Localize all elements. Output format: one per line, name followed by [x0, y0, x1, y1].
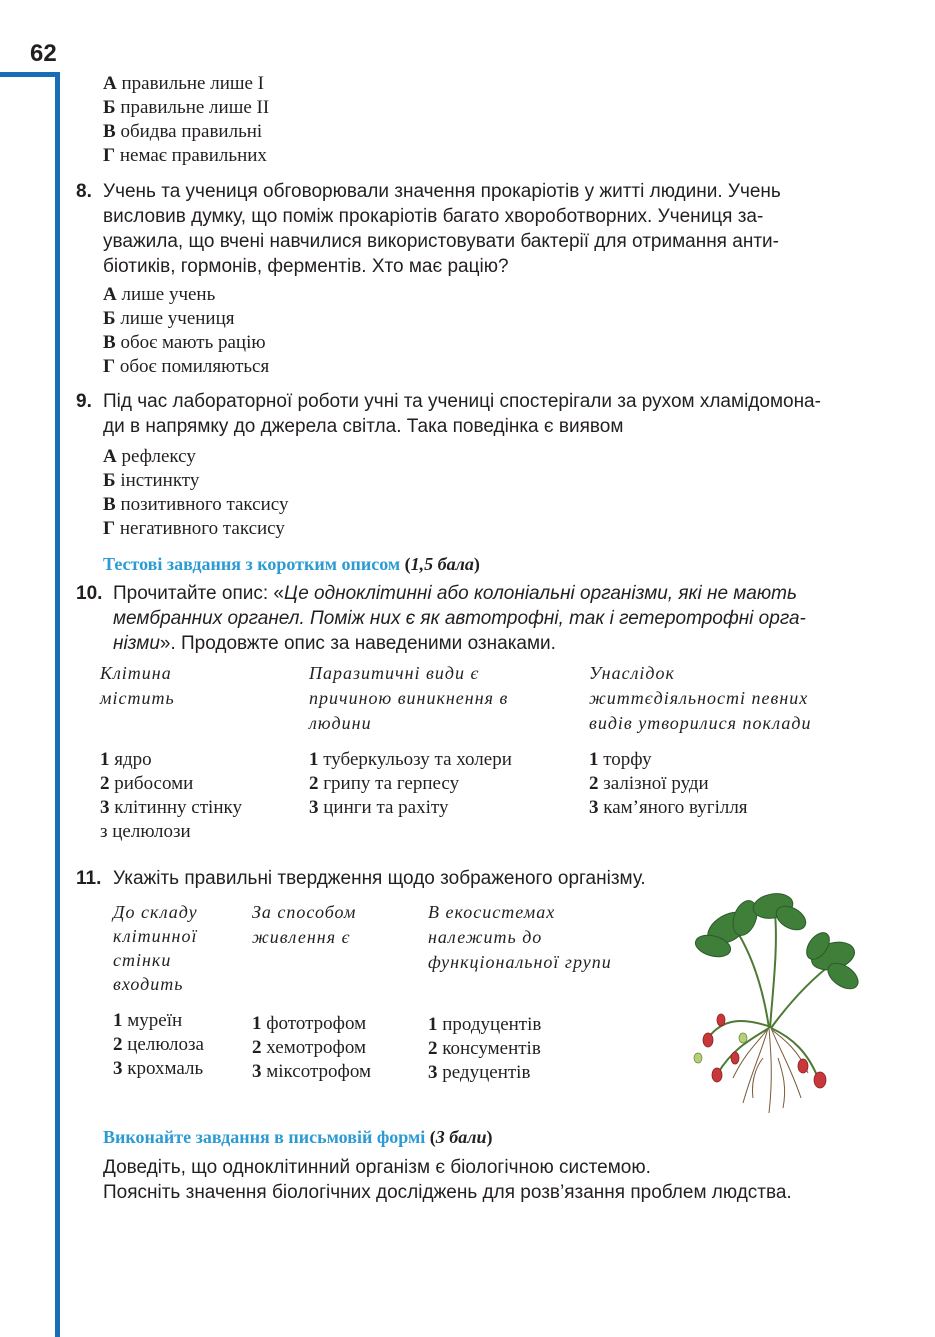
list-item: 3 цинги та рахіту: [309, 797, 449, 818]
q10-line-2: мембранних органел. Поміж них є як автотрофні, так і гетеротрофні орга-: [113, 608, 806, 629]
q7-option-d: Г немає правильних: [103, 145, 267, 166]
q10-col3-header: Унаслідок життєдіяльності певних видів утворилися поклади: [589, 663, 812, 733]
q8-line-3: уважила, що вчені навчилися використовувати бактерії для отримання анти-: [103, 231, 779, 252]
list-item: 2 залізної руди: [589, 773, 709, 794]
page-frame-top: [0, 72, 60, 77]
written-task-line-1: Доведіть, що одноклітинний організм є біологічною системою.: [103, 1157, 651, 1178]
q10-line-1: Прочитайте опис: «Це одноклітинні або колоніальні організми, які не мають: [113, 583, 797, 604]
q10-line-3: нізми». Продовжте опис за наведеними ознаками.: [113, 633, 556, 654]
list-item: 3 крохмаль: [113, 1058, 204, 1079]
q8-option-a: А лише учень: [103, 284, 216, 305]
list-item: 2 рибосоми: [100, 773, 194, 794]
list-item: 1 фототрофом: [252, 1013, 367, 1034]
list-item: 2 грипу та герпесу: [309, 773, 460, 794]
q9-line-2: ди в напрямку до джерела світла. Така поведінка є виявом: [103, 416, 624, 437]
q8-number: 8.: [76, 181, 92, 202]
list-item: 2 хемотрофом: [252, 1037, 366, 1058]
q11-col2-header: За способом живлення є: [252, 902, 357, 947]
list-item: 1 туберкульозу та холери: [309, 749, 512, 770]
q9-line-1: Під час лабораторної роботи учні та учениці спостерігали за рухом хламідомона-: [103, 391, 821, 412]
q10-col2-header: Паразитичні види є причиною виникнення в людини: [309, 663, 509, 733]
list-item: 2 консументів: [428, 1038, 541, 1059]
q7-option-c: В обидва правильні: [103, 121, 263, 142]
list-item: 1 торфу: [589, 749, 652, 770]
q9-option-b: Б інстинкту: [103, 470, 200, 491]
q9-option-a: А рефлексу: [103, 446, 196, 467]
q10-number: 10.: [76, 583, 103, 604]
strawberry-plant-illustration: [683, 888, 863, 1118]
q9-text: [103, 389, 863, 439]
written-task-line-2: Поясніть значення біологічних досліджень для розв’язання проблем людства.: [103, 1182, 792, 1203]
list-item: 3 редуцентів: [428, 1062, 531, 1083]
q10-text: [113, 581, 861, 656]
q11-col2-list: [252, 1012, 371, 1084]
q8-option-d: Г обоє помиляються: [103, 356, 270, 377]
list-item: 2 целюлоза: [113, 1034, 204, 1055]
list-item: 3 міксотрофом: [252, 1061, 372, 1082]
q11-col1-list: [113, 1009, 204, 1081]
q7-option-b: Б правильне лише ІІ: [103, 97, 270, 118]
q10-col1-list: [100, 748, 242, 844]
section-heading-short-answer: Тестові завдання з коротким описом (1,5 бала): [103, 554, 480, 574]
q8-line-4: біотиків, гормонів, ферментів. Хто має рацію?: [103, 256, 509, 277]
q9-number: 9.: [76, 391, 92, 412]
q9-option-c: В позитивного таксису: [103, 494, 289, 515]
list-item-continuation: з целюлози: [100, 821, 191, 842]
page-number: 62: [30, 40, 57, 67]
page-frame-left: [55, 72, 60, 1337]
q11-col3-header: В екосистемах належить до функціональної групи: [428, 902, 612, 972]
list-item: 1 ядро: [100, 749, 152, 770]
q11-col1-header: До складу клітинної стінки входить: [113, 902, 198, 994]
q8-option-b: Б лише учениця: [103, 308, 235, 329]
q10-col2-list: [309, 748, 512, 820]
q8-line-2: висловив думку, що поміж прокаріотів багато хвороботворних. Учениця за-: [103, 206, 764, 227]
q11-text: Укажіть правильні твердження щодо зображеного організму.: [113, 868, 646, 889]
q11-number: 11.: [76, 868, 102, 889]
q10-col1-header: Клітина містить: [100, 663, 175, 708]
list-item: 3 кам’яного вугілля: [589, 797, 748, 818]
q7-option-a: А правильне лише І: [103, 73, 265, 94]
q9-option-d: Г негативного таксису: [103, 518, 285, 539]
list-item: 1 продуцентів: [428, 1014, 542, 1035]
q8-option-c: В обоє мають рацію: [103, 332, 266, 353]
list-item: 1 муреїн: [113, 1010, 183, 1031]
section-heading-written: Виконайте завдання в письмовій формі (3 бали): [103, 1127, 493, 1147]
list-item: 3 клітинну стінку: [100, 797, 242, 818]
q11-col3-list: [428, 1013, 541, 1085]
q8-text: [103, 179, 863, 279]
leaves: [693, 891, 863, 994]
q8-line-1: Учень та учениця обговорювали значення прокаріотів у житті людини. Учень: [103, 181, 781, 202]
q10-col3-list: [589, 748, 748, 820]
